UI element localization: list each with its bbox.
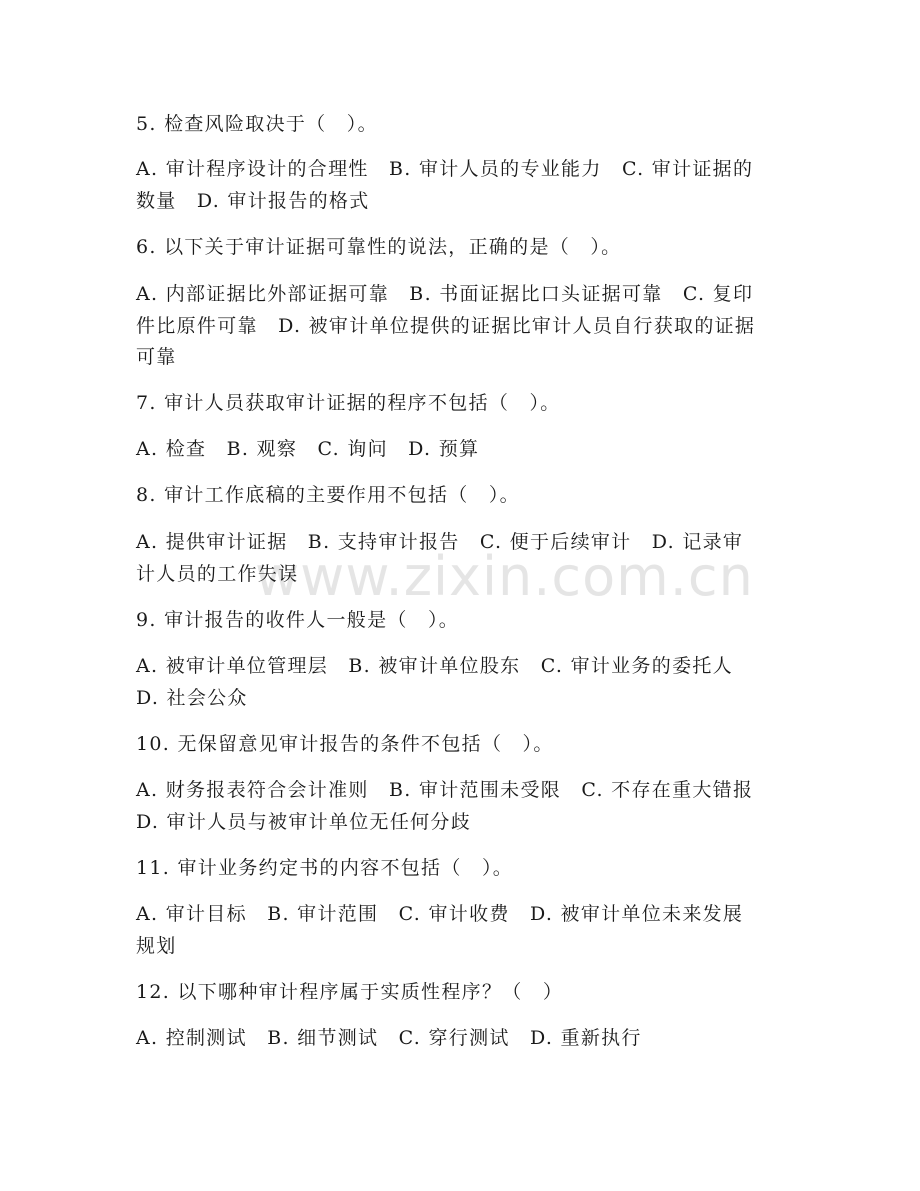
question-10-options-line-2: D. 审计人员与被审计单位无任何分歧 [136, 811, 472, 833]
question-5-options-line-2: 数量 D. 审计报告的格式 [136, 190, 370, 212]
question-11-options-line-2: 规划 [136, 935, 177, 957]
question-6-options-line-3: 可靠 [136, 346, 177, 368]
question-9-options-line-1: A. 被审计单位管理层 B. 被审计单位股东 C. 审计业务的委托人 [136, 655, 733, 677]
question-10-options-line-1: A. 财务报表符合会计准则 B. 审计范围未受限 C. 不存在重大错报 [136, 779, 754, 801]
question-8-options-line-1: A. 提供审计证据 B. 支持审计报告 C. 便于后续审计 D. 记录审 [136, 531, 744, 553]
question-6-options-line-2: 件比原件可靠 D. 被审计单位提供的证据比审计人员自行获取的证据 [136, 315, 756, 337]
question-12-stem: 12. 以下哪种审计程序属于实质性程序？（ ） [136, 981, 564, 1003]
question-6-options-line-1: A. 内部证据比外部证据可靠 B. 书面证据比口头证据可靠 C. 复印 [136, 283, 754, 305]
question-8-options-line-2: 计人员的工作失误 [136, 563, 299, 585]
question-12-options-line-1: A. 控制测试 B. 细节测试 C. 穿行测试 D. 重新执行 [136, 1027, 642, 1049]
question-11-stem: 11. 审计业务约定书的内容不包括（ ）。 [136, 857, 514, 879]
question-10-stem: 10. 无保留意见审计报告的条件不包括（ ）。 [136, 733, 554, 755]
question-7-options-line-1: A. 检查 B. 观察 C. 询问 D. 预算 [136, 438, 480, 460]
question-9-options-line-2: D. 社会公众 [136, 687, 248, 709]
question-5-stem: 5. 检查风险取决于（ ）。 [136, 113, 378, 135]
question-6-stem: 6. 以下关于审计证据可靠性的说法，正确的是（ ）。 [136, 236, 622, 258]
question-11-options-line-1: A. 审计目标 B. 审计范围 C. 审计收费 D. 被审计单位未来发展 [136, 903, 744, 925]
question-8-stem: 8. 审计工作底稿的主要作用不包括（ ）。 [136, 484, 520, 506]
question-9-stem: 9. 审计报告的收件人一般是（ ）。 [136, 609, 460, 631]
question-5-options-line-1: A. 审计程序设计的合理性 B. 审计人员的专业能力 C. 审计证据的 [136, 158, 754, 180]
watermark: www.zixin.com.cn [255, 545, 754, 608]
question-7-stem: 7. 审计人员获取审计证据的程序不包括（ ）。 [136, 392, 561, 414]
